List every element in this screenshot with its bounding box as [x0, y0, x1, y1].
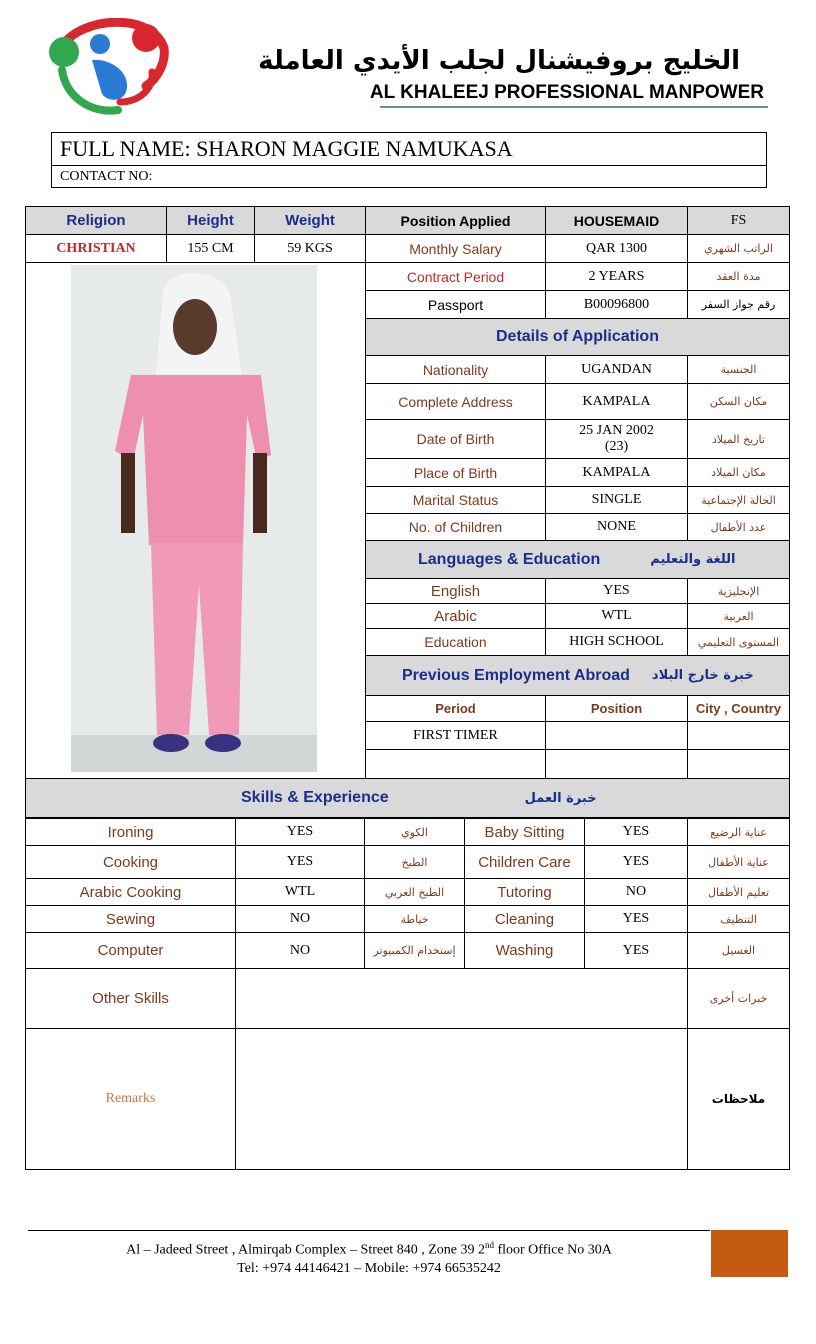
arabic-value: WTL	[545, 603, 688, 629]
company-name-arabic: الخليج بروفيشنال لجلب الأيدي العاملة	[258, 46, 740, 76]
contract-period-value: 2 YEARS	[545, 262, 688, 291]
address-value: KAMPALA	[545, 383, 688, 420]
education-value: HIGH SCHOOL	[545, 628, 688, 656]
position-applied-header: Position Applied	[365, 206, 546, 235]
skill-right-arabic: التنظيف	[687, 905, 790, 933]
remarks-arabic: ملاحظات	[687, 1028, 790, 1170]
footer-address	[28, 1236, 710, 1278]
position-applied-value: HOUSEMAID	[545, 206, 688, 235]
skills-section-header	[25, 778, 790, 818]
footer-address-text: Al – Jadeed Street , Almirqab Complex – Street 840 , Zone 39 2	[126, 1242, 485, 1258]
remarks-label: Remarks	[25, 1028, 236, 1170]
skill-right-value: YES	[584, 932, 688, 969]
other-skills-value	[235, 968, 688, 1029]
other-skills-arabic: خبرات أخرى	[687, 968, 790, 1029]
arabic-arabic: العربية	[687, 603, 790, 629]
candidate-photo	[71, 265, 317, 772]
skill-right-value: YES	[584, 845, 688, 879]
full-name: FULL NAME: SHARON MAGGIE NAMUKASA	[60, 136, 513, 161]
passport-arabic: رقم جواز السفر	[687, 290, 790, 319]
marital-status-arabic: الحالة الإجتماعية	[687, 486, 790, 514]
footer-address-line	[28, 1236, 710, 1260]
name-box	[51, 132, 767, 188]
skill-right-label: Children Care	[464, 845, 585, 879]
footer-phones: Tel: +974 44146421 – Mobile: +974 66535242	[237, 1260, 501, 1276]
skill-left-arabic: الطبخ	[364, 845, 465, 879]
skill-left-value: NO	[235, 905, 365, 933]
prev-city-header: City , Country	[687, 695, 790, 722]
children-arabic: عدد الأطفال	[687, 513, 790, 541]
place-of-birth-label: Place of Birth	[365, 458, 546, 487]
company-logo	[42, 18, 172, 126]
english-arabic: الإنجليزية	[687, 578, 790, 604]
prev-period-header: Period	[365, 695, 546, 722]
previous-employment-header	[365, 655, 790, 696]
skill-left-value: YES	[235, 845, 365, 879]
age-value: (23)	[604, 439, 629, 454]
full-name-row	[52, 133, 766, 166]
skill-left-arabic: الكوي	[364, 818, 465, 846]
skill-left-arabic: إستخدام الكمبيوتر	[364, 932, 465, 969]
dob-value: 25 JAN 2002	[579, 423, 654, 438]
nationality-value: UGANDAN	[545, 355, 688, 384]
skill-right-value: NO	[584, 878, 688, 906]
footer-accent-box	[711, 1230, 788, 1277]
place-of-birth-value: KAMPALA	[545, 458, 688, 487]
skill-right-label: Washing	[464, 932, 585, 969]
dob-cell	[545, 419, 688, 459]
education-arabic: المستوى التعليمي	[687, 628, 790, 656]
skill-right-arabic: الغسيل	[687, 932, 790, 969]
skill-left-value: WTL	[235, 878, 365, 906]
height-header: Height	[166, 206, 255, 235]
company-name-english: AL KHALEEJ PROFESSIONAL MANPOWER	[369, 82, 764, 103]
education-label: Education	[365, 628, 546, 656]
english-value: YES	[545, 578, 688, 604]
skill-right-arabic: عناية الأطفال	[687, 845, 790, 879]
skills-section-title: Skills & Experience	[241, 789, 389, 806]
nationality-arabic: الجنسية	[687, 355, 790, 384]
skill-left-label: Computer	[25, 932, 236, 969]
prev-row-1-city	[687, 721, 790, 750]
skill-left-arabic: خياطة	[364, 905, 465, 933]
skill-left-value: YES	[235, 818, 365, 846]
skill-left-arabic: الطبخ العربي	[364, 878, 465, 906]
languages-section-title-arabic: اللغة والتعليم	[650, 552, 736, 567]
place-of-birth-arabic: مكان الميلاد	[687, 458, 790, 487]
skill-left-label: Sewing	[25, 905, 236, 933]
skill-left-label: Cooking	[25, 845, 236, 879]
prev-row-2-city	[687, 749, 790, 779]
passport-value: B00096800	[545, 290, 688, 319]
skill-right-arabic: عناية الرضيع	[687, 818, 790, 846]
weight-value: 59 KGS	[254, 234, 366, 263]
skill-left-label: Arabic Cooking	[25, 878, 236, 906]
previous-employment-title: Previous Employment Abroad	[402, 666, 630, 684]
details-section-title: Details of Application	[365, 318, 790, 356]
weight-header: Weight	[254, 206, 366, 235]
skill-right-value: YES	[584, 818, 688, 846]
marital-status-label: Marital Status	[365, 486, 546, 514]
religion-value: CHRISTIAN	[25, 234, 167, 263]
monthly-salary-value: QAR 1300	[545, 234, 688, 263]
languages-section-header	[365, 540, 790, 579]
marital-status-value: SINGLE	[545, 486, 688, 514]
other-skills-label: Other Skills	[25, 968, 236, 1029]
previous-employment-title-arabic: خبرة خارج البلاد	[651, 668, 754, 683]
prev-row-1-period: FIRST TIMER	[365, 721, 546, 750]
contract-period-arabic: مدة العقد	[687, 262, 790, 291]
skill-right-value: YES	[584, 905, 688, 933]
prev-row-2-position	[545, 749, 688, 779]
footer-address-text-end: floor Office No 30A	[493, 1242, 612, 1258]
address-arabic: مكان السكن	[687, 383, 790, 420]
monthly-salary-label: Monthly Salary	[365, 234, 546, 263]
skills-section-title-arabic: خبرة العمل	[524, 790, 597, 806]
arabic-label: Arabic	[365, 603, 546, 629]
skill-right-arabic: تعليم الأطفال	[687, 878, 790, 906]
dob-arabic: تاريخ الميلاد	[687, 419, 790, 459]
skill-left-label: Ironing	[25, 818, 236, 846]
address-label: Complete Address	[365, 383, 546, 420]
skill-left-value: NO	[235, 932, 365, 969]
languages-section-title: Languages & Education	[418, 550, 601, 568]
remarks-value	[235, 1028, 688, 1170]
contract-period-label: Contract Period	[365, 262, 546, 291]
prev-row-1-position	[545, 721, 688, 750]
title-underline	[380, 106, 768, 108]
prev-position-header: Position	[545, 695, 688, 722]
height-value: 155 CM	[166, 234, 255, 263]
nationality-label: Nationality	[365, 355, 546, 384]
children-label: No. of Children	[365, 513, 546, 541]
children-value: NONE	[545, 513, 688, 541]
religion-header: Religion	[25, 206, 167, 235]
footer-address-sup: nd	[484, 1240, 494, 1250]
contact-number: CONTACT NO:	[60, 169, 153, 184]
english-label: English	[365, 578, 546, 604]
footer-divider	[28, 1230, 710, 1231]
skill-right-label: Tutoring	[464, 878, 585, 906]
skill-right-label: Cleaning	[464, 905, 585, 933]
skill-right-label: Baby Sitting	[464, 818, 585, 846]
passport-label: Passport	[365, 290, 546, 319]
fs-code: FS	[687, 206, 790, 235]
monthly-salary-arabic: الراتب الشهري	[687, 234, 790, 263]
prev-row-2-period	[365, 749, 546, 779]
dob-label: Date of Birth	[365, 419, 546, 459]
